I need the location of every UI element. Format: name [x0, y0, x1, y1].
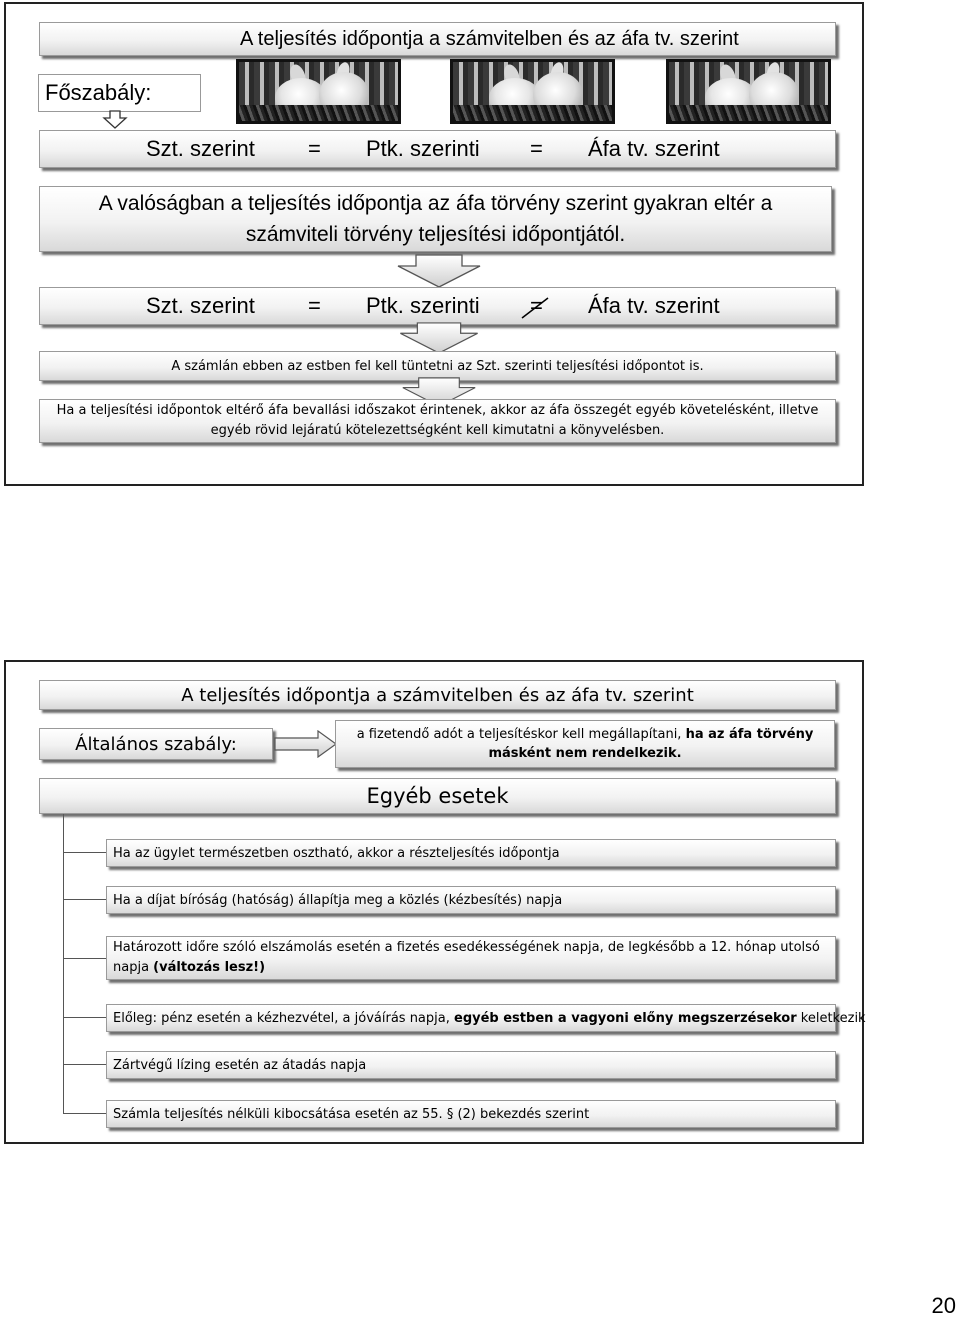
eq2-not-equals: =	[530, 293, 543, 318]
equation-row-1	[39, 130, 836, 168]
case-item-2	[106, 886, 836, 914]
eq1-ptk: Ptk. szerinti	[366, 136, 480, 161]
down-arrow-icon-2	[394, 322, 484, 354]
eq1-equals-2: =	[530, 136, 543, 161]
case-2-text: Ha a díjat bíróság (hatóság) állapítja meg a közlés (kézbesítés) napja	[113, 892, 563, 908]
general-rule-text	[354, 725, 816, 763]
reality-box	[39, 186, 832, 252]
eq2-szt: Szt. szerint	[146, 293, 255, 318]
case-6-text: Számla teljesítés nélküli kibocsátása esetén az 55. § (2) bekezdés szerint	[113, 1106, 590, 1122]
strike-through-icon	[518, 294, 554, 320]
invoice-note-text: A számlán ebben az estben fel kell tüntetni az Szt. szerinti teljesítési időpontot is.	[171, 358, 704, 374]
eq2-equals-1: =	[308, 293, 321, 318]
case-item-5	[106, 1051, 836, 1079]
case-4-plain: Előleg: pénz esetén a kézhezvétel, a jóváírás napja,	[113, 1010, 454, 1026]
general-rule-plain: a fizetendő adót a teljesítéskor kell megállapítani,	[356, 727, 682, 742]
case-4-plain2: keletkezik	[796, 1010, 866, 1026]
case-item-6	[106, 1100, 836, 1128]
slide-2	[4, 660, 864, 1144]
case-item-3	[106, 936, 836, 980]
general-rule-label-text: Általános szabály:	[75, 733, 237, 755]
main-rule-label-text: Főszabály:	[45, 80, 152, 105]
other-cases-title: Egyéb esetek	[366, 784, 509, 808]
right-arrow-icon	[274, 730, 338, 758]
branch-5	[63, 1064, 107, 1065]
eq2-ptk: Ptk. szerinti	[366, 293, 480, 318]
other-cases-header	[39, 778, 836, 814]
branch-6	[63, 1113, 107, 1114]
branch-2	[63, 899, 107, 900]
different-periods-box	[39, 399, 836, 443]
branch-4	[63, 1017, 107, 1018]
case-4-bold: egyéb estben a vagyoni előny megszerzésekor	[454, 1010, 797, 1026]
case-5-text: Zártvégű lízing esetén az átadás napja	[113, 1057, 367, 1073]
case-3-plain: Határozott időre szóló elszámolás esetén a fizetés esedékességének napja, de legkésőbb a 12. hónap utolsó napja	[113, 940, 820, 975]
branch-1	[63, 852, 107, 853]
slide-1	[4, 2, 864, 486]
page-number: 20	[931, 1293, 956, 1318]
tree-connector	[63, 814, 64, 1114]
general-rule-box	[335, 720, 835, 768]
reality-text: A valóságban a teljesítés időpontja az áfa törvény szerint gyakran eltér a számviteli törvény teljesítési időpontjától.	[98, 192, 773, 246]
eq1-equals-1: =	[308, 136, 321, 161]
eq2-afa: Áfa tv. szerint	[588, 293, 720, 318]
slide1-title	[39, 22, 836, 56]
case-item-4	[106, 1004, 866, 1032]
small-down-arrow-icon	[102, 110, 128, 130]
branch-3	[63, 958, 107, 959]
eq1-afa: Áfa tv. szerint	[588, 136, 720, 161]
slide1-title-text: A teljesítés időpontja a számvitelben és az áfa tv. szerint	[240, 27, 739, 50]
rabbit-photo-2	[450, 59, 615, 124]
down-arrow-icon	[394, 254, 484, 288]
case-4-text	[113, 1011, 866, 1026]
general-rule-bold: ha az áfa törvény másként nem rendelkezik.	[488, 727, 814, 761]
case-3-bold: (változás lesz!)	[153, 960, 266, 975]
rabbit-photo-3	[666, 59, 831, 124]
different-periods-text: Ha a teljesítési időpontok eltérő áfa bevallási időszakot érintenek, akkor az áfa összegét egyéb követelésként, illetve egyéb rövid lejáratú kötelezettségként kell kimutatni a könyvelésben.	[56, 403, 819, 438]
slide2-title-text: A teljesítés időpontja a számvitelben és az áfa tv. szerint	[181, 684, 694, 706]
general-rule-label	[39, 728, 273, 760]
case-3-text	[113, 938, 829, 978]
case-1-text: Ha az ügylet természetben osztható, akkor a részteljesítés időpontja	[113, 845, 560, 861]
case-item-1	[106, 839, 836, 867]
eq1-szt: Szt. szerint	[146, 136, 255, 161]
equation-row-2	[39, 287, 836, 325]
main-rule-label	[38, 74, 201, 112]
rabbit-photo-1	[236, 59, 401, 124]
slide2-title	[39, 680, 836, 710]
